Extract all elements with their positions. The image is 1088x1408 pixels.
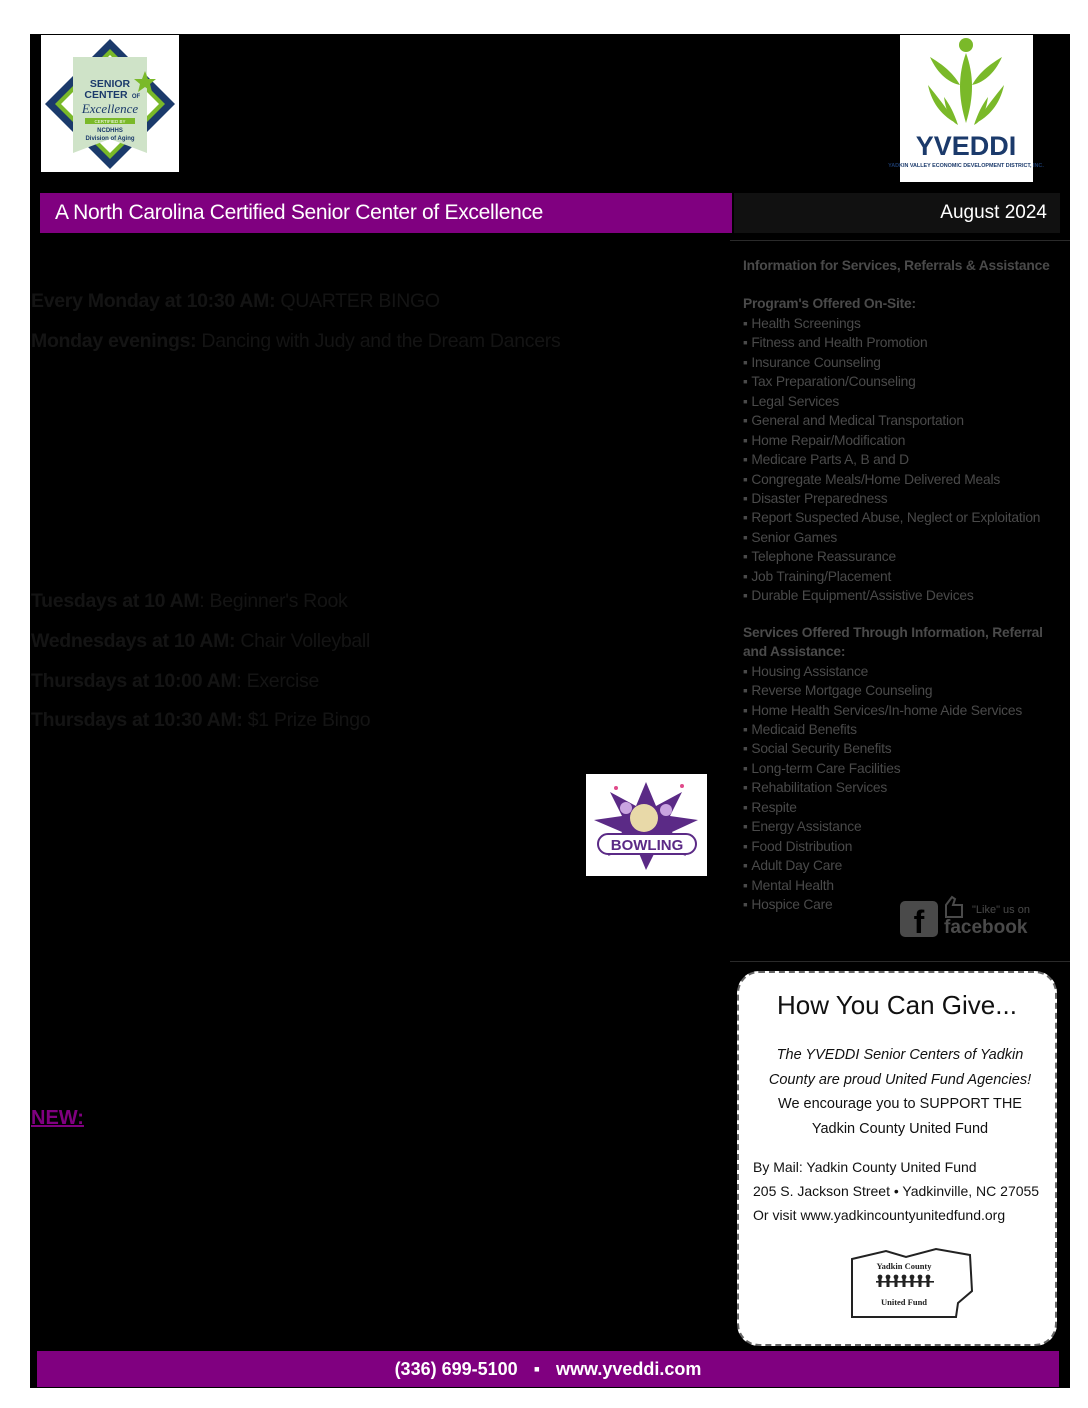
footer-separator: ▪ (533, 1359, 541, 1379)
give-message (745, 1043, 1055, 1141)
list-item: ▪ Report Suspected Abuse, Neglect or Exploitation (743, 508, 1063, 527)
list-item: ▪ Food Distribution (743, 837, 1063, 856)
list-item: ▪ Telephone Reassurance (743, 547, 1063, 566)
visit-line[interactable]: Or visit www.yadkincountyunitedfund.org (753, 1207, 1006, 1223)
activity-time: Tuesdays at 10 AM (31, 590, 200, 612)
list-item: ▪ Home Health Services/In-home Aide Services (743, 701, 1063, 720)
phone-number[interactable]: (336) 699-5100 (394, 1359, 518, 1379)
soe-line-5: CERTIFIED BY (94, 119, 126, 124)
yveddi-logo (888, 35, 1044, 182)
list-item: ▪ Rehabilitation Services (743, 778, 1063, 797)
list-item: ▪ Insurance Counseling (743, 353, 1063, 372)
date-box (734, 193, 1060, 233)
activity-name: : Beginner's Rook (199, 590, 348, 612)
bowling-image (586, 774, 707, 876)
activity-line (31, 709, 370, 732)
facebook-like-text: "Like" us on (972, 904, 1030, 916)
soe-line-2: CENTER (84, 89, 128, 101)
list-item: ▪ Reverse Mortgage Counseling (743, 681, 1063, 700)
facebook-like-badge[interactable] (900, 895, 1040, 943)
activity-time: Thursdays at 10:00 AM (31, 670, 237, 692)
services-list (743, 256, 1063, 915)
list-item: ▪ Job Training/Placement (743, 567, 1063, 586)
referral-heading: Services Offered Through Information, Referral and Assistance: (743, 624, 1043, 660)
list-item: ▪ Respite (743, 798, 1063, 817)
list-item: ▪ Home Repair/Modification (743, 431, 1063, 450)
onsite-heading: Program's Offered On-Site: (743, 296, 916, 312)
list-item: ▪ Mental Health (743, 876, 1063, 895)
activity-name: QUARTER BINGO (275, 290, 440, 312)
list-item: ▪ Energy Assistance (743, 817, 1063, 836)
list-item: ▪ Long-term Care Facilities (743, 759, 1063, 778)
activity-time: Wednesdays at 10 AM: (31, 630, 236, 652)
facebook-icon: f (913, 904, 925, 940)
yveddi-name: YVEDDI (915, 131, 1017, 161)
list-item: ▪ Housing Assistance (743, 662, 1063, 681)
list-item: ▪ Hospice Care (743, 895, 1063, 914)
activity-line (31, 670, 319, 693)
activity-time: Thursdays at 10:30 AM: (31, 709, 243, 731)
soe-line-3: OF (131, 94, 141, 100)
list-item: ▪ Disaster Preparedness (743, 489, 1063, 508)
bowling-label: BOWLING (610, 837, 684, 854)
give-italic-line: County are proud United Fund Agencies! (768, 1071, 1032, 1088)
activity-line (31, 330, 560, 353)
soe-line-7: Division of Aging (85, 136, 135, 142)
activity-time: Every Monday at 10:30 AM: (31, 290, 276, 312)
facebook-name: facebook (944, 917, 1028, 938)
soe-line-1: SENIOR (89, 78, 131, 90)
address-line: 205 S. Jackson Street • Yadkinville, NC 27055 (753, 1183, 1040, 1199)
activity-name: $1 Prize Bingo (242, 709, 371, 731)
activity-name: Dancing with Judy and the Dream Dancers (196, 330, 561, 352)
list-item: ▪ Senior Games (743, 528, 1063, 547)
united-fund-logo (846, 1245, 976, 1320)
give-support-line: We encourage you to SUPPORT THE (778, 1096, 1022, 1112)
activity-name: : Exercise (236, 670, 319, 692)
banner-title: A North Carolina Certified Senior Center of Excellence (55, 201, 544, 224)
list-item: ▪ Medicaid Benefits (743, 720, 1063, 739)
yveddi-subtitle: YADKIN VALLEY ECONOMIC DEVELOPMENT DISTRICT, INC. (888, 163, 1044, 169)
new-label: NEW: (31, 1107, 84, 1129)
list-item: ▪ Durable Equipment/Assistive Devices (743, 586, 1063, 605)
list-item: ▪ Adult Day Care (743, 856, 1063, 875)
activity-line (31, 290, 440, 313)
give-address (753, 1155, 1053, 1227)
newsletter-date: August 2024 (940, 202, 1047, 223)
list-item: ▪ Congregate Meals/Home Delivered Meals (743, 470, 1063, 489)
activity-time: Monday evenings: (31, 330, 197, 352)
give-italic-line: The YVEDDI Senior Centers of Yadkin (776, 1047, 1024, 1063)
referral-list (743, 662, 1063, 915)
list-item: ▪ Fitness and Health Promotion (743, 333, 1063, 352)
ucf-top-text: Yadkin County (876, 1261, 932, 1271)
senior-center-excellence-logo (41, 35, 179, 172)
list-item: ▪ Legal Services (743, 392, 1063, 411)
ucf-bottom-text: United Fund (880, 1297, 928, 1307)
list-item: ▪ Social Security Benefits (743, 739, 1063, 758)
list-item: ▪ Medicare Parts A, B and D (743, 450, 1063, 469)
mail-line: By Mail: Yadkin County United Fund (753, 1159, 977, 1175)
list-item: ▪ General and Medical Transportation (743, 411, 1063, 430)
info-heading: Information for Services, Referrals & Assistance (743, 258, 1050, 273)
activity-line (31, 590, 348, 613)
list-item: ▪ Health Screenings (743, 314, 1063, 333)
give-title: How You Can Give... (777, 990, 1017, 1020)
title-banner (40, 193, 732, 233)
soe-line-6: NCDHHS (97, 128, 123, 134)
give-fund-line: Yadkin County United Fund (811, 1120, 989, 1137)
onsite-list (743, 314, 1063, 606)
activity-line (31, 630, 370, 653)
footer-bar (37, 1351, 1059, 1387)
activity-name: Chair Volleyball (235, 630, 370, 652)
website-link[interactable]: www.yveddi.com (556, 1359, 702, 1379)
soe-line-4: Excellence (81, 101, 139, 116)
list-item: ▪ Tax Preparation/Counseling (743, 372, 1063, 391)
